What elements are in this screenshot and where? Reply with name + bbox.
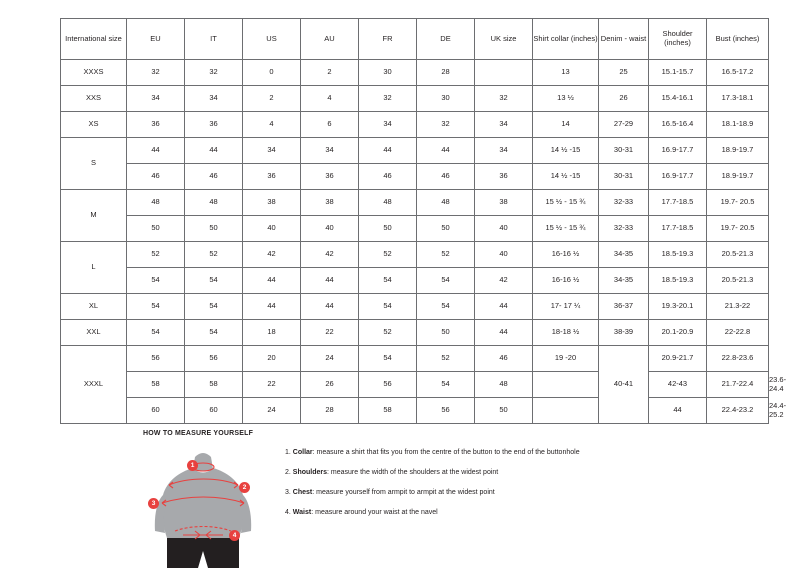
- cell-value: 16.9-17.7: [649, 164, 707, 190]
- cell-value: 44: [185, 138, 243, 164]
- cell-value: 54: [417, 372, 475, 398]
- cell-value: 50: [417, 320, 475, 346]
- cell-value: 44: [127, 138, 185, 164]
- cell-international-size: XXXL: [61, 346, 127, 424]
- table-row: 58 58 22 26 56 54 48 42-43 21.7-22.4 23.6-24.4: [61, 372, 769, 398]
- guide-item: [285, 449, 580, 456]
- table-row: [61, 164, 769, 190]
- guide-title: HOW TO MEASURE YOURSELF: [143, 430, 254, 437]
- cell-value: 56: [359, 372, 417, 398]
- cell-value: 16.5-16.4: [649, 112, 707, 138]
- cell-value: 18-18 ½: [533, 320, 599, 346]
- table-row: [61, 86, 769, 112]
- cell-value: 27-29: [599, 112, 649, 138]
- cell-value: 60: [185, 398, 243, 424]
- column-header-uk-size: UK size: [475, 19, 533, 60]
- cell-value: 44: [649, 398, 707, 424]
- cell-value: 32: [185, 60, 243, 86]
- cell-value: 56: [127, 346, 185, 372]
- cell-value: 38: [301, 190, 359, 216]
- column-header-bust: Bust (inches): [707, 19, 769, 60]
- guide-item-text: : measure yourself from armpit to armpit at the widest point: [312, 489, 495, 496]
- guide-item-text: : measure around your waist at the navel: [311, 509, 438, 516]
- cell-value: 34-35: [599, 242, 649, 268]
- table-row: [61, 216, 769, 242]
- table-row: [61, 346, 769, 372]
- guide-item-number: 4.: [285, 509, 293, 516]
- cell-value: [533, 398, 599, 424]
- cell-value: 19.7- 20.5: [707, 216, 769, 242]
- cell-value: 58: [185, 372, 243, 398]
- cell-value: 30: [359, 60, 417, 86]
- cell-value: 56: [185, 346, 243, 372]
- cell-value: 16.9-17.7: [649, 138, 707, 164]
- cell-value: 18.1-18.9: [707, 112, 769, 138]
- cell-value: 20.5-21.3: [707, 242, 769, 268]
- cell-value: 40: [475, 216, 533, 242]
- size-chart-table: [60, 18, 787, 424]
- column-header-au: AU: [301, 19, 359, 60]
- cell-value: 15.1-15.7: [649, 60, 707, 86]
- cell-value: 56: [417, 398, 475, 424]
- cell-value: 30: [417, 86, 475, 112]
- cell-value: 42: [243, 242, 301, 268]
- cell-value: 20.9-21.7: [649, 346, 707, 372]
- cell-value: 36: [301, 164, 359, 190]
- cell-value: 26: [599, 86, 649, 112]
- cell-value: 14 ½ -15: [533, 164, 599, 190]
- cell-value: 34: [359, 112, 417, 138]
- cell-value: 46: [185, 164, 243, 190]
- cell-value: 4: [243, 112, 301, 138]
- cell-value: 0: [243, 60, 301, 86]
- column-header-shoulder: Shoulder (inches): [649, 19, 707, 60]
- cell-value: 40: [301, 216, 359, 242]
- cell-value: 54: [185, 268, 243, 294]
- column-header-us: US: [243, 19, 301, 60]
- cell-value: 18.9-19.7: [707, 164, 769, 190]
- guide-item-term: Chest: [292, 489, 313, 496]
- cell-value: 24: [301, 346, 359, 372]
- table-row: [61, 268, 769, 294]
- cell-value: 52: [185, 242, 243, 268]
- cell-value: 44: [475, 294, 533, 320]
- cell-value: 46: [475, 346, 533, 372]
- cell-value: 54: [185, 294, 243, 320]
- marker-4: 4: [229, 530, 240, 541]
- cell-value: 32: [417, 112, 475, 138]
- cell-value: 26: [301, 372, 359, 398]
- guide-item: [285, 489, 580, 496]
- cell-international-size: XXXS: [61, 60, 127, 86]
- cell-value: 14: [533, 112, 599, 138]
- measure-guide: [143, 430, 743, 568]
- cell-value: 52: [127, 242, 185, 268]
- cell-value: 2: [301, 60, 359, 86]
- cell-value: 28: [417, 60, 475, 86]
- cell-value: 54: [127, 320, 185, 346]
- cell-value: 32: [127, 60, 185, 86]
- cell-value: 21.3-22: [707, 294, 769, 320]
- cell-international-size: XL: [61, 294, 127, 320]
- cell-value: 44: [359, 138, 417, 164]
- cell-value: 30-31: [599, 164, 649, 190]
- table-row: [61, 112, 769, 138]
- cell-international-size: S: [61, 138, 127, 190]
- cell-value: 32-33: [599, 190, 649, 216]
- cell-value: 50: [359, 216, 417, 242]
- cell-international-size: XXS: [61, 86, 127, 112]
- cell-value: 2: [243, 86, 301, 112]
- guide-item-term: Waist: [292, 509, 312, 516]
- guide-instruction-list: [285, 449, 580, 529]
- cell-value: 20.5-21.3: [707, 268, 769, 294]
- cell-value: 22-22.8: [707, 320, 769, 346]
- cell-value: 13: [533, 60, 599, 86]
- cell-value: 32-33: [599, 216, 649, 242]
- cell-value: 38-39: [599, 320, 649, 346]
- column-header-fr: FR: [359, 19, 417, 60]
- cell-value: 22: [243, 372, 301, 398]
- cell-value: 44: [301, 268, 359, 294]
- body-figure: [143, 443, 263, 568]
- cell-value: 52: [417, 242, 475, 268]
- cell-value: 48: [417, 190, 475, 216]
- cell-value: 30-31: [599, 138, 649, 164]
- cell-value: 50: [127, 216, 185, 242]
- cell-value: 42-43: [649, 372, 707, 398]
- table-row: [61, 190, 769, 216]
- cell-value: 32: [475, 86, 533, 112]
- cell-value: 54: [359, 294, 417, 320]
- column-header-de: DE: [417, 19, 475, 60]
- cell-value: 38: [475, 190, 533, 216]
- cell-value: [475, 60, 533, 86]
- torso-diagram-icon: [143, 443, 263, 568]
- cell-value: 20: [243, 346, 301, 372]
- guide-item-term: Collar: [292, 449, 313, 456]
- cell-value: 40-41: [599, 346, 649, 424]
- cell-value: 17.3-18.1: [707, 86, 769, 112]
- cell-value: 19 -20: [533, 346, 599, 372]
- cell-value: 40: [243, 216, 301, 242]
- cell-value: 16.5-17.2: [707, 60, 769, 86]
- table-row: [61, 60, 769, 86]
- cell-value: 34: [475, 138, 533, 164]
- cell-value: 34: [243, 138, 301, 164]
- cell-value: 15 ½ - 15 ¾: [533, 216, 599, 242]
- cell-value: 36: [127, 112, 185, 138]
- cell-value: 4: [301, 86, 359, 112]
- cell-value: 19.3-20.1: [649, 294, 707, 320]
- cell-value: 28: [301, 398, 359, 424]
- cell-value: 48: [359, 190, 417, 216]
- cell-value: 34: [127, 86, 185, 112]
- cell-value: 48: [127, 190, 185, 216]
- cell-value: 14 ½ -15: [533, 138, 599, 164]
- guide-item-number: 3.: [285, 489, 293, 496]
- cell-value: 44: [417, 138, 475, 164]
- cell-value: 22.8-23.6: [707, 346, 769, 372]
- cell-value: 42: [301, 242, 359, 268]
- guide-item-text: : measure a shirt that fits you from the centre of the button to the end of the buttonhole: [312, 449, 580, 456]
- cell-international-size: XS: [61, 112, 127, 138]
- column-header-shirt-collar: Shirt collar (inches): [533, 19, 599, 60]
- cell-value: 25: [599, 60, 649, 86]
- cell-value: 60: [127, 398, 185, 424]
- cell-value: 36-37: [599, 294, 649, 320]
- table-row: [61, 242, 769, 268]
- cell-value: 44: [243, 294, 301, 320]
- cell-value: 42: [475, 268, 533, 294]
- cell-value: 18.5-19.3: [649, 242, 707, 268]
- cell-international-size: M: [61, 190, 127, 242]
- column-header-it: IT: [185, 19, 243, 60]
- cell-value: 16-16 ½: [533, 268, 599, 294]
- marker-2: 2: [239, 482, 250, 493]
- guide-item: [285, 509, 580, 516]
- cell-value: 22.4-23.2: [707, 398, 769, 424]
- cell-value: 20.1-20.9: [649, 320, 707, 346]
- column-header-denim-waist: Denim - waist: [599, 19, 649, 60]
- column-header-eu: EU: [127, 19, 185, 60]
- cell-value: 17.7-18.5: [649, 216, 707, 242]
- cell-value: 17- 17 ¼: [533, 294, 599, 320]
- cell-value: 18: [243, 320, 301, 346]
- cell-value: 44: [301, 294, 359, 320]
- marker-3: 3: [148, 498, 159, 509]
- cell-value: 36: [475, 164, 533, 190]
- cell-value: 58: [359, 398, 417, 424]
- cell-value: 46: [359, 164, 417, 190]
- cell-international-size: L: [61, 242, 127, 294]
- cell-value: 36: [243, 164, 301, 190]
- cell-value: 22: [301, 320, 359, 346]
- guide-item-number: 2.: [285, 469, 293, 476]
- cell-value: 52: [417, 346, 475, 372]
- cell-value: 36: [185, 112, 243, 138]
- cell-international-size: XXL: [61, 320, 127, 346]
- cell-value: 44: [475, 320, 533, 346]
- cell-value: 34-35: [599, 268, 649, 294]
- cell-value: 54: [359, 268, 417, 294]
- guide-item-term: Shoulders: [292, 469, 328, 476]
- cell-value: 54: [127, 294, 185, 320]
- cell-value: 44: [243, 268, 301, 294]
- cell-value: 34: [185, 86, 243, 112]
- cell-value: [533, 372, 599, 398]
- cell-value: 58: [127, 372, 185, 398]
- cell-value: 18.9-19.7: [707, 138, 769, 164]
- table-row: [61, 294, 769, 320]
- cell-value: 13 ½: [533, 86, 599, 112]
- cell-value: 16-16 ½: [533, 242, 599, 268]
- cell-value: 34: [475, 112, 533, 138]
- cell-value: 34: [301, 138, 359, 164]
- column-header-international-size: International size: [61, 19, 127, 60]
- cell-value: 52: [359, 320, 417, 346]
- marker-1: 1: [187, 460, 198, 471]
- cell-value: 54: [417, 294, 475, 320]
- cell-value: 32: [359, 86, 417, 112]
- guide-item-text: : measure the width of the shoulders at the widest point: [327, 469, 499, 476]
- cell-value: 21.7-22.4: [707, 372, 769, 398]
- cell-value: 46: [127, 164, 185, 190]
- cell-value: 48: [475, 372, 533, 398]
- cell-value: 6: [301, 112, 359, 138]
- cell-value: 54: [417, 268, 475, 294]
- cell-value: 46: [417, 164, 475, 190]
- cell-value: 19.7- 20.5: [707, 190, 769, 216]
- table-row: 60 60 24 28 58 56 50 44 22.4-23.2 24.4-25.2: [61, 398, 769, 424]
- table-row: [61, 320, 769, 346]
- guide-item: [285, 469, 580, 476]
- guide-item-number: 1.: [285, 449, 293, 456]
- cell-value: 52: [359, 242, 417, 268]
- cell-value: 54: [185, 320, 243, 346]
- table-row: [61, 138, 769, 164]
- cell-value: 54: [359, 346, 417, 372]
- cell-value: 15.4-16.1: [649, 86, 707, 112]
- cell-value: 38: [243, 190, 301, 216]
- cell-value: 50: [417, 216, 475, 242]
- cell-value: 17.7-18.5: [649, 190, 707, 216]
- cell-value: 15 ½ - 15 ¾: [533, 190, 599, 216]
- cell-value: 50: [475, 398, 533, 424]
- cell-value: 18.5-19.3: [649, 268, 707, 294]
- table-header-row: [61, 19, 769, 60]
- cell-value: 48: [185, 190, 243, 216]
- cell-value: 40: [475, 242, 533, 268]
- cell-value: 54: [127, 268, 185, 294]
- cell-value: 50: [185, 216, 243, 242]
- cell-value: 24: [243, 398, 301, 424]
